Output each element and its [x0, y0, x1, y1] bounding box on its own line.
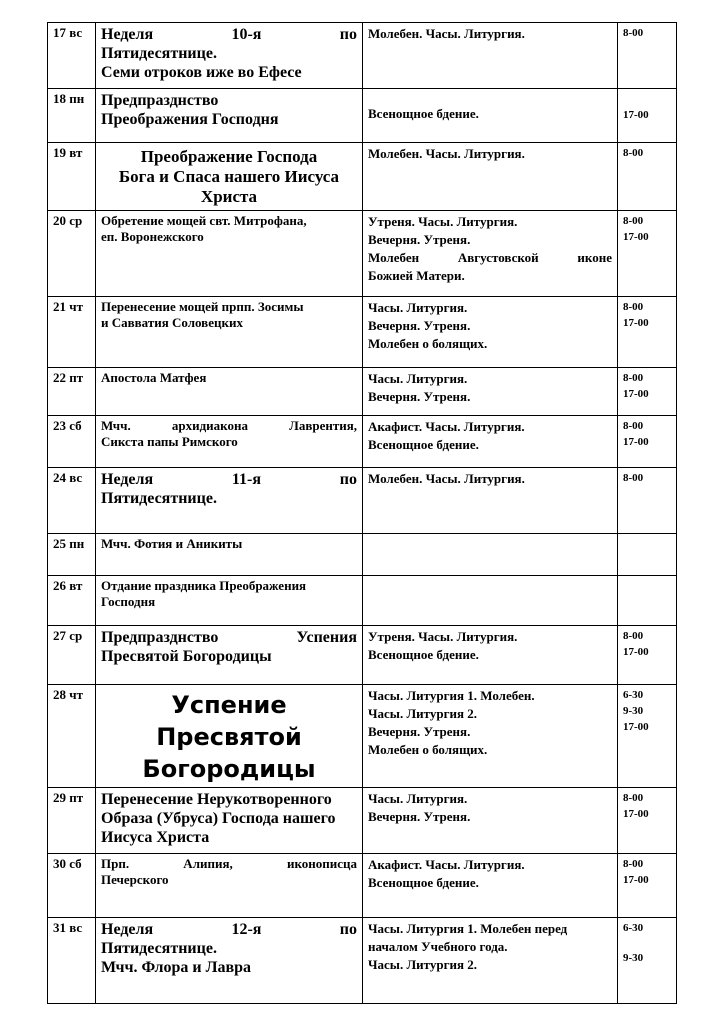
date-cell: 20 ср [48, 211, 96, 297]
services-cell [363, 89, 618, 143]
time-line: 8-00 [623, 147, 644, 159]
time-line: 17-00 [623, 109, 649, 121]
feast-cell [96, 23, 363, 89]
schedule-row [48, 918, 677, 1004]
feast-line: Прп. Алипия, иконописца [101, 856, 357, 871]
time-line: 8-00 [623, 858, 644, 870]
service-line: Вечерня. Утреня. [368, 724, 471, 739]
feast-cell [96, 211, 363, 297]
date-cell: 23 сб [48, 416, 96, 468]
services-cell [363, 918, 618, 1004]
feast-line: Богородицы [142, 755, 316, 783]
schedule-row [48, 685, 677, 788]
service-line: Молебен. Часы. Литургия. [368, 471, 525, 486]
feast-line: Пресвятой Богородицы [101, 648, 272, 665]
feast-cell [96, 468, 363, 534]
time-cell [618, 918, 677, 1004]
service-line: Молебен. Часы. Литургия. [368, 26, 525, 41]
time-line: 17-00 [623, 436, 649, 448]
time-line: 8-00 [623, 27, 644, 39]
services-cell [363, 854, 618, 918]
time-cell [618, 468, 677, 534]
feast-line: Пятидесятнице. [101, 45, 217, 62]
time-line: 6-30 [623, 922, 644, 934]
feast-line: Перенесение Нерукотворенного [101, 791, 332, 808]
schedule-row [48, 211, 677, 297]
time-cell [618, 23, 677, 89]
date-cell: 28 чт [48, 685, 96, 788]
feast-line: Неделя 10-я по [101, 26, 357, 43]
services-cell [363, 685, 618, 788]
time-cell [618, 685, 677, 788]
date-cell: 25 пн [48, 534, 96, 576]
service-line: Часы. Литургия 1. Молебен. [368, 688, 535, 703]
date-cell: 27 ср [48, 626, 96, 685]
time-line: 17-00 [623, 646, 649, 658]
feast-cell [96, 297, 363, 368]
schedule-row [48, 368, 677, 416]
services-cell [363, 468, 618, 534]
services-cell [363, 626, 618, 685]
service-line: Всенощное бдение. [368, 875, 479, 890]
feast-line: Неделя 12-я по [101, 921, 357, 938]
schedule-row [48, 89, 677, 143]
service-line: Божией Матери. [368, 268, 465, 283]
time-line: 8-00 [623, 472, 644, 484]
schedule-row [48, 534, 677, 576]
feast-line: Апостола Матфея [101, 370, 207, 385]
feast-line: Пятидесятнице. [101, 940, 217, 957]
services-cell [363, 788, 618, 854]
time-cell [618, 211, 677, 297]
schedule-row [48, 626, 677, 685]
service-line: Всенощное бдение. [368, 437, 479, 452]
services-cell [363, 576, 618, 626]
time-line: 17-00 [623, 317, 649, 329]
service-line: Часы. Литургия. [368, 791, 468, 806]
schedule-row [48, 468, 677, 534]
time-line: 9-30 [623, 705, 644, 717]
time-line: 17-00 [623, 808, 649, 820]
time-line: 8-00 [623, 630, 644, 642]
feast-line: Христа [200, 187, 258, 206]
time-cell [618, 576, 677, 626]
schedule-row [48, 788, 677, 854]
date-cell: 17 вс [48, 23, 96, 89]
feast-cell [96, 626, 363, 685]
service-line: Утреня. Часы. Литургия. [368, 629, 518, 644]
feast-cell [96, 854, 363, 918]
time-cell [618, 143, 677, 211]
date-cell: 19 вт [48, 143, 96, 211]
feast-line: Образа (Убруса) Господа нашего [101, 810, 336, 827]
service-line: Часы. Литургия 2. [368, 957, 478, 972]
services-cell [363, 534, 618, 576]
time-line: 8-00 [623, 420, 644, 432]
date-cell: 21 чт [48, 297, 96, 368]
feast-line: Бога и Спаса нашего Иисуса [118, 167, 340, 186]
services-cell [363, 23, 618, 89]
time-cell [618, 788, 677, 854]
service-line: Всенощное бдение. [368, 106, 479, 121]
service-line: Вечерня. Утреня. [368, 389, 471, 404]
services-cell [363, 211, 618, 297]
feast-line: Неделя 11-я по [101, 471, 357, 488]
date-cell: 26 вт [48, 576, 96, 626]
time-line: 17-00 [623, 721, 649, 733]
service-line: Часы. Литургия. [368, 300, 468, 315]
feast-line: и Савватия Соловецких [101, 315, 243, 330]
service-line: Часы. Литургия. [368, 371, 468, 386]
service-line: Вечерня. Утреня. [368, 232, 471, 247]
feast-cell [96, 788, 363, 854]
service-line: Акафист. Часы. Литургия. [368, 857, 525, 872]
service-line: Всенощное бдение. [368, 647, 479, 662]
feast-line: Успение Пресвятой [156, 691, 302, 751]
feast-line: Сикста папы Римского [101, 434, 238, 449]
feast-line: Иисуса Христа [101, 829, 210, 846]
feast-line: Предпразднство [101, 92, 219, 109]
time-cell [618, 297, 677, 368]
feast-line: Мчч. Фотия и Аникиты [101, 536, 243, 551]
time-cell [618, 534, 677, 576]
service-line: началом Учебного года. [368, 939, 508, 954]
date-cell: 22 пт [48, 368, 96, 416]
feast-line: Преображения Господня [101, 111, 279, 128]
date-cell: 24 вс [48, 468, 96, 534]
service-line: Акафист. Часы. Литургия. [368, 419, 525, 434]
schedule-row [48, 416, 677, 468]
time-line: 17-00 [623, 388, 649, 400]
services-cell [363, 297, 618, 368]
feast-line: Перенесение мощей прпп. Зосимы [101, 299, 304, 314]
time-cell [618, 89, 677, 143]
feast-line: Преображение Господа [140, 147, 318, 166]
services-cell [363, 368, 618, 416]
date-cell: 30 сб [48, 854, 96, 918]
schedule-row [48, 297, 677, 368]
service-line: Молебен Августовской иконе [368, 250, 612, 265]
time-cell [618, 368, 677, 416]
time-line: 17-00 [623, 231, 649, 243]
service-line: Молебен о болящих. [368, 336, 488, 351]
service-line: Утреня. Часы. Литургия. [368, 214, 518, 229]
feast-cell [96, 368, 363, 416]
date-text: 18 пн [53, 91, 85, 106]
schedule-row [48, 23, 677, 89]
schedule-table [47, 22, 677, 1004]
time-line: 8-00 [623, 301, 644, 313]
time-line: 8-00 [623, 792, 644, 804]
feast-line: Мчч. архидиакона Лаврентия, [101, 418, 357, 433]
feast-cell [96, 89, 363, 143]
time-line: 17-00 [623, 874, 649, 886]
schedule-row [48, 143, 677, 211]
service-line: Молебен о болящих. [368, 742, 488, 757]
feast-cell [96, 918, 363, 1004]
time-line: 8-00 [623, 215, 644, 227]
feast-cell [96, 576, 363, 626]
feast-cell [96, 685, 363, 788]
time-cell [618, 854, 677, 918]
schedule-row [48, 576, 677, 626]
service-line: Вечерня. Утреня. [368, 318, 471, 333]
time-spacer [623, 936, 671, 950]
date-cell [48, 89, 96, 143]
service-line: Часы. Литургия 2. [368, 706, 478, 721]
feast-line: Господня [101, 594, 156, 609]
feast-cell [96, 143, 363, 211]
time-line: 6-30 [623, 689, 644, 701]
feast-line: еп. Воронежского [101, 229, 204, 244]
time-line: 9-30 [623, 952, 644, 964]
date-cell: 29 пт [48, 788, 96, 854]
service-line: Часы. Литургия 1. Молебен перед [368, 921, 568, 936]
service-line: Вечерня. Утреня. [368, 809, 471, 824]
feast-cell [96, 416, 363, 468]
feast-line: Предпразднство Успения [101, 629, 357, 646]
feast-cell [96, 534, 363, 576]
services-cell [363, 416, 618, 468]
service-line: Молебен. Часы. Литургия. [368, 146, 525, 161]
time-cell [618, 626, 677, 685]
feast-line: Пятидесятнице. [101, 490, 217, 507]
time-cell [618, 416, 677, 468]
feast-line: Отдание праздника Преображения [101, 578, 307, 593]
feast-line: Печерского [101, 872, 169, 887]
date-cell: 31 вс [48, 918, 96, 1004]
feast-line: Мчч. Флора и Лавра [101, 959, 252, 976]
feast-line: Обретение мощей свт. Митрофана, [101, 213, 307, 228]
feast-line: Семи отроков иже во Ефесе [101, 64, 302, 81]
schedule-row [48, 854, 677, 918]
services-cell [363, 143, 618, 211]
time-line: 8-00 [623, 372, 644, 384]
